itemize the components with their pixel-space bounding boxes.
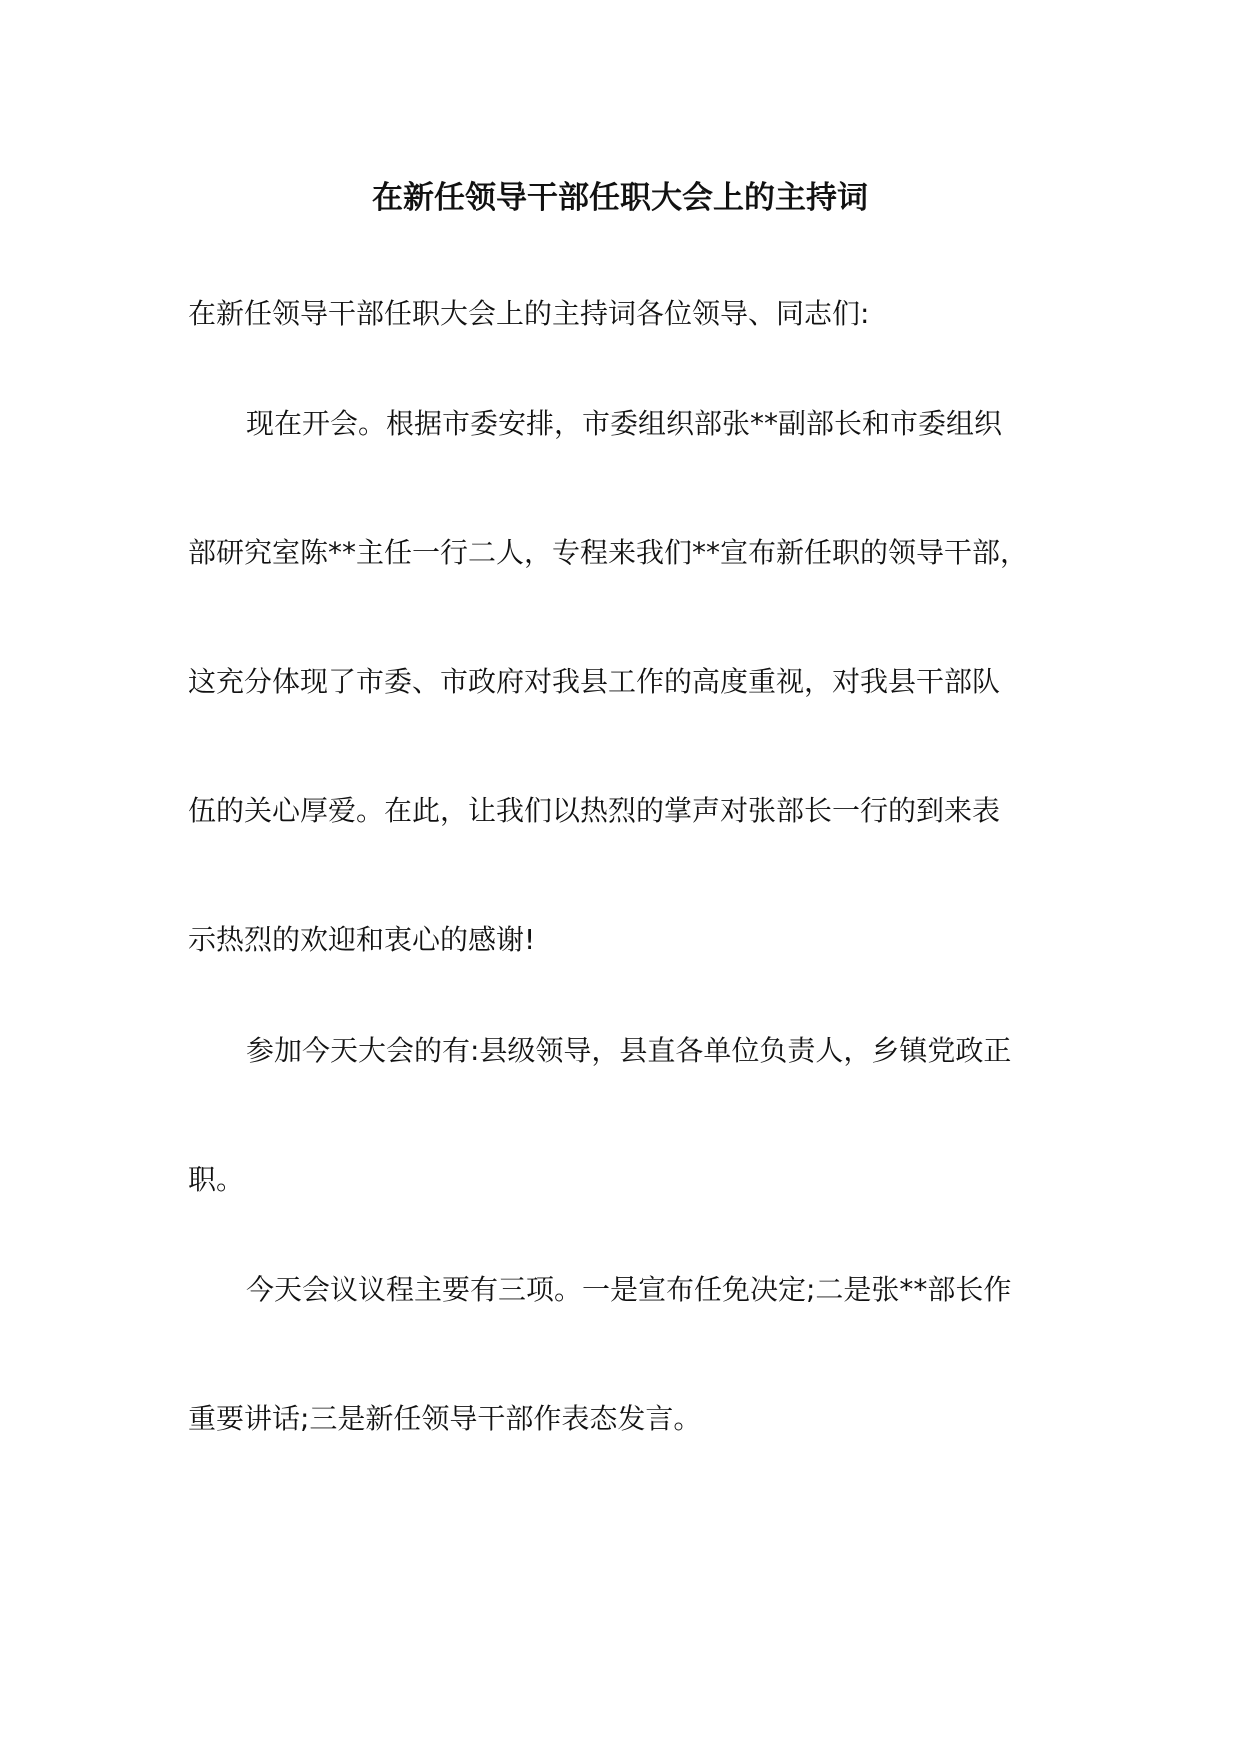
text-line: 示热烈的欢迎和衷心的感谢! [188, 923, 536, 956]
text-line: 职。 [188, 1163, 245, 1196]
text-line: 部研究室陈**主任一行二人，专程来我们**宣布新任职的领导干部， [188, 536, 1029, 569]
text-line: 这充分体现了市委、市政府对我县工作的高度重视，对我县干部队 [188, 665, 1001, 698]
document-title: 在新任领导干部任职大会上的主持词 [372, 180, 868, 216]
text-line: 参加今天大会的有:县级领导，县直各单位负责人，乡镇党政正 [246, 1034, 1012, 1067]
text-line: 现在开会。根据市委安排，市委组织部张**副部长和市委组织 [246, 407, 1003, 440]
text-line: 伍的关心厚爱。在此，让我们以热烈的掌声对张部长一行的到来表 [188, 794, 1001, 827]
text-line: 重要讲话;三是新任领导干部作表态发言。 [188, 1402, 702, 1435]
text-line: 今天会议议程主要有三项。一是宣布任免决定;二是张**部长作 [246, 1273, 1012, 1306]
text-line: 在新任领导干部任职大会上的主持词各位领导、同志们: [188, 297, 870, 330]
